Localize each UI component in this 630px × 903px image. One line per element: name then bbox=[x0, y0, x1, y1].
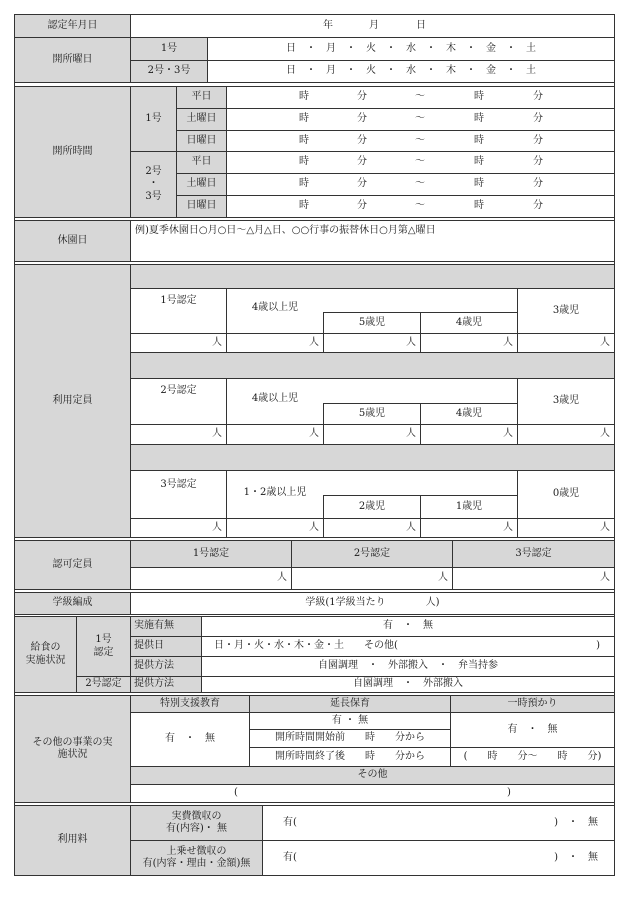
minute-label: 分 bbox=[533, 134, 543, 146]
minute-label: 分 bbox=[357, 134, 367, 146]
uwanose-field[interactable] bbox=[262, 840, 615, 876]
year-label: 年 bbox=[323, 19, 333, 31]
riyou-teiin-2-count[interactable]: 人 bbox=[517, 424, 615, 445]
kaisho-youbi-label: 開所曜日 bbox=[14, 37, 131, 83]
riyou-teiin-3-sub1: 2歳児 bbox=[323, 495, 421, 519]
month-label: 月 bbox=[369, 19, 379, 31]
ninka-teiin-col1: 1号認定 bbox=[130, 540, 292, 568]
riyou-teiin-1-count[interactable]: 人 bbox=[420, 333, 518, 353]
riyou-teiin-3-count[interactable]: 人 bbox=[420, 518, 518, 538]
sonota-field[interactable] bbox=[130, 784, 615, 803]
kyushoku-jisshi-label: 実施有無 bbox=[130, 616, 202, 637]
riyou-teiin-2-count[interactable]: 人 bbox=[130, 424, 227, 445]
ichiji-header: 一時預かり bbox=[450, 695, 615, 713]
hour-label: 時 bbox=[299, 134, 309, 146]
kaisho-jikan-1-sunday: 日曜日 bbox=[176, 130, 227, 152]
riyou-teiin-1-title: 1号認定 bbox=[130, 288, 227, 334]
hour-label: 時 bbox=[474, 134, 484, 146]
gakkyu-hensei-field[interactable]: 学級(1学級当たり 人) bbox=[130, 592, 615, 615]
kaisho-jikan-row[interactable] bbox=[226, 173, 615, 196]
riyou-teiin-3-count[interactable]: 人 bbox=[130, 518, 227, 538]
kaisho-jikan-group2: 2号 ・ 3号 bbox=[130, 151, 177, 218]
uwanose-tail: ) ・ 無 bbox=[554, 851, 598, 863]
minute-label: 分 bbox=[357, 91, 367, 103]
ichiji-field[interactable]: 有 ・ 無 bbox=[450, 712, 615, 748]
riyou-teiin-1-over-label: 4歳以上児 bbox=[251, 301, 299, 313]
kaisho-jikan-row[interactable] bbox=[226, 86, 615, 109]
riyou-teiin-2-sub1: 5歳児 bbox=[323, 403, 421, 425]
minute-label: 分 bbox=[533, 91, 543, 103]
hour-label: 時 bbox=[474, 178, 484, 190]
kyushoku-group2: 2号認定 bbox=[76, 676, 131, 693]
riyou-teiin-2-over-label: 4歳以上児 bbox=[251, 392, 299, 404]
tilde-label: ～ bbox=[415, 134, 425, 146]
kyushoku-teikyobi-field[interactable] bbox=[201, 636, 615, 657]
enchou-ato-field[interactable]: 開所時間終了後 時 分から bbox=[249, 747, 451, 767]
ninka-teiin-col3: 3号認定 bbox=[452, 540, 615, 568]
minute-label: 分 bbox=[533, 156, 543, 168]
riyou-teiin-1-last: 3歳児 bbox=[517, 288, 615, 334]
kaisho-jikan-1-saturday: 土曜日 bbox=[176, 108, 227, 131]
riyou-teiin-3-top bbox=[130, 444, 615, 471]
kaisho-jikan-2-sunday: 日曜日 bbox=[176, 195, 227, 218]
jippi-ari: 有( bbox=[283, 816, 297, 828]
hour-label: 時 bbox=[299, 91, 309, 103]
kaisho-jikan-row[interactable] bbox=[226, 195, 615, 218]
ninka-teiin-col2: 2号認定 bbox=[291, 540, 453, 568]
enchou-field[interactable]: 有 ・ 無 bbox=[249, 712, 451, 730]
jippi-label: 実費徴収の 有(内容)・ 無 bbox=[130, 805, 263, 841]
riyou-teiin-1-count[interactable]: 人 bbox=[130, 333, 227, 353]
minute-label: 分 bbox=[357, 156, 367, 168]
riyou-teiin-2-title: 2号認定 bbox=[130, 378, 227, 425]
kyushoku-teikyobi-label: 提供日 bbox=[130, 636, 202, 657]
day-label: 日 bbox=[416, 19, 426, 31]
riyou-teiin-3-last: 0歳児 bbox=[517, 470, 615, 519]
kaisho-jikan-1-weekday: 平日 bbox=[176, 86, 227, 109]
uwanose-ari: 有( bbox=[283, 851, 297, 863]
riyou-teiin-1-count[interactable]: 人 bbox=[323, 333, 421, 353]
nintei-date-label: 認定年月日 bbox=[14, 14, 131, 38]
nintei-date-field[interactable] bbox=[130, 14, 615, 38]
minute-label: 分 bbox=[357, 178, 367, 190]
kaisho-jikan-group1: 1号 bbox=[130, 86, 177, 152]
sonota-close-paren: ) bbox=[507, 787, 511, 799]
riyou-teiin-2-count[interactable]: 人 bbox=[420, 424, 518, 445]
enchou-mae-field[interactable]: 開所時間開始前 時 分から bbox=[249, 729, 451, 748]
riyou-teiin-3-count[interactable]: 人 bbox=[226, 518, 324, 538]
tokubetsu-field[interactable]: 有 ・ 無 bbox=[130, 712, 250, 767]
kaisho-youbi-row1-name: 1号 bbox=[130, 37, 208, 61]
riyou-teiin-label: 利用定員 bbox=[14, 264, 131, 538]
ninka-teiin-count[interactable]: 人 bbox=[291, 567, 453, 590]
sonota-header: その他 bbox=[130, 766, 615, 785]
ninka-teiin-label: 認可定員 bbox=[14, 540, 131, 590]
riyou-teiin-1-sub1: 5歳児 bbox=[323, 312, 421, 334]
riyou-teiin-1-count[interactable]: 人 bbox=[226, 333, 324, 353]
hour-label: 時 bbox=[474, 156, 484, 168]
kyushoku-houhou1-field[interactable]: 自園調理 ・ 外部搬入 ・ 弁当持参 bbox=[201, 656, 615, 677]
sonota-open-paren: ( bbox=[234, 787, 238, 799]
riyou-teiin-3-sub2: 1歳児 bbox=[420, 495, 518, 519]
kaisho-jikan-2-saturday: 土曜日 bbox=[176, 173, 227, 196]
riyou-teiin-3-count[interactable]: 人 bbox=[323, 518, 421, 538]
hour-label: 時 bbox=[299, 200, 309, 212]
tilde-label: ～ bbox=[415, 91, 425, 103]
ninka-teiin-count[interactable]: 人 bbox=[452, 567, 615, 590]
hour-label: 時 bbox=[474, 91, 484, 103]
kaisho-jikan-2-weekday: 平日 bbox=[176, 151, 227, 174]
uwanose-label: 上乗せ徴収の 有(内容・理由・金額)無 bbox=[130, 840, 263, 876]
minute-label: 分 bbox=[357, 200, 367, 212]
kyuenbi-label: 休園日 bbox=[14, 220, 131, 262]
tilde-label: ～ bbox=[415, 200, 425, 212]
kaisho-youbi-row2-name: 2号・3号 bbox=[130, 60, 208, 83]
hour-label: 時 bbox=[299, 156, 309, 168]
riyou-teiin-3-title: 3号認定 bbox=[130, 470, 227, 519]
riyou-teiin-2-sub2: 4歳児 bbox=[420, 403, 518, 425]
hour-label: 時 bbox=[474, 113, 484, 125]
kyushoku-jisshi-field[interactable]: 有 ・ 無 bbox=[201, 616, 615, 637]
teikyobi-text: 日・月・火・水・木・金・土 その他( bbox=[214, 640, 398, 652]
teikyobi-close: ) bbox=[596, 640, 600, 652]
riyou-teiin-2-count[interactable]: 人 bbox=[226, 424, 324, 445]
minute-label: 分 bbox=[533, 113, 543, 125]
minute-label: 分 bbox=[357, 113, 367, 125]
kaisho-jikan-row[interactable] bbox=[226, 108, 615, 131]
gakkyu-hensei-label: 学級編成 bbox=[14, 592, 131, 615]
riyou-teiin-2-top bbox=[130, 352, 615, 379]
riyou-teiin-1-top bbox=[130, 264, 615, 289]
kyushoku-group1: 1号 認定 bbox=[76, 616, 131, 677]
ninka-teiin-count[interactable]: 人 bbox=[130, 567, 292, 590]
kyuenbi-example: 例)夏季休園日○月○日～△月△日、○○行事の振替休日○月第△曜日 bbox=[135, 225, 436, 236]
hour-label: 時 bbox=[299, 178, 309, 190]
riyou-teiin-1-count[interactable]: 人 bbox=[517, 333, 615, 353]
tilde-label: ～ bbox=[415, 156, 425, 168]
riyouryou-label: 利用料 bbox=[14, 805, 131, 876]
kaisho-jikan-label: 開所時間 bbox=[14, 86, 131, 218]
tilde-label: ～ bbox=[415, 113, 425, 125]
riyou-teiin-2-count[interactable]: 人 bbox=[323, 424, 421, 445]
riyou-teiin-2-last: 3歳児 bbox=[517, 378, 615, 425]
hour-label: 時 bbox=[299, 113, 309, 125]
hour-label: 時 bbox=[474, 200, 484, 212]
kyushoku-houhou2-field[interactable]: 自園調理 ・ 外部搬入 bbox=[201, 676, 615, 693]
kyushoku-houhou2-label: 提供方法 bbox=[130, 676, 202, 693]
kyuenbi-field[interactable] bbox=[130, 220, 615, 262]
riyou-teiin-1-sub2: 4歳児 bbox=[420, 312, 518, 334]
jippi-tail: ) ・ 無 bbox=[554, 816, 598, 828]
tilde-label: ～ bbox=[415, 178, 425, 190]
kaisho-youbi-row2-days[interactable]: 日 ・ 月 ・ 火 ・ 水 ・ 木 ・ 金 ・ 土 bbox=[207, 60, 615, 83]
minute-label: 分 bbox=[533, 178, 543, 190]
kaisho-jikan-row[interactable] bbox=[226, 151, 615, 174]
kaisho-jikan-row[interactable] bbox=[226, 130, 615, 152]
tokubetsu-header: 特別支援教育 bbox=[130, 695, 250, 713]
kyushoku-label: 給食の 実施状況 bbox=[14, 616, 77, 693]
ichiji-time-field[interactable]: ( 時 分～ 時 分) bbox=[450, 747, 615, 767]
enchou-header: 延長保育 bbox=[249, 695, 451, 713]
kyushoku-houhou1-label: 提供方法 bbox=[130, 656, 202, 677]
kaisho-youbi-row1-days[interactable]: 日 ・ 月 ・ 火 ・ 水 ・ 木 ・ 金 ・ 土 bbox=[207, 37, 615, 61]
jippi-field[interactable] bbox=[262, 805, 615, 841]
riyou-teiin-3-over-label: 1・2歳以上児 bbox=[243, 486, 307, 498]
minute-label: 分 bbox=[533, 200, 543, 212]
sonota-jigyo-label: その他の事業の実 施状況 bbox=[14, 695, 131, 803]
riyou-teiin-3-count[interactable]: 人 bbox=[517, 518, 615, 538]
